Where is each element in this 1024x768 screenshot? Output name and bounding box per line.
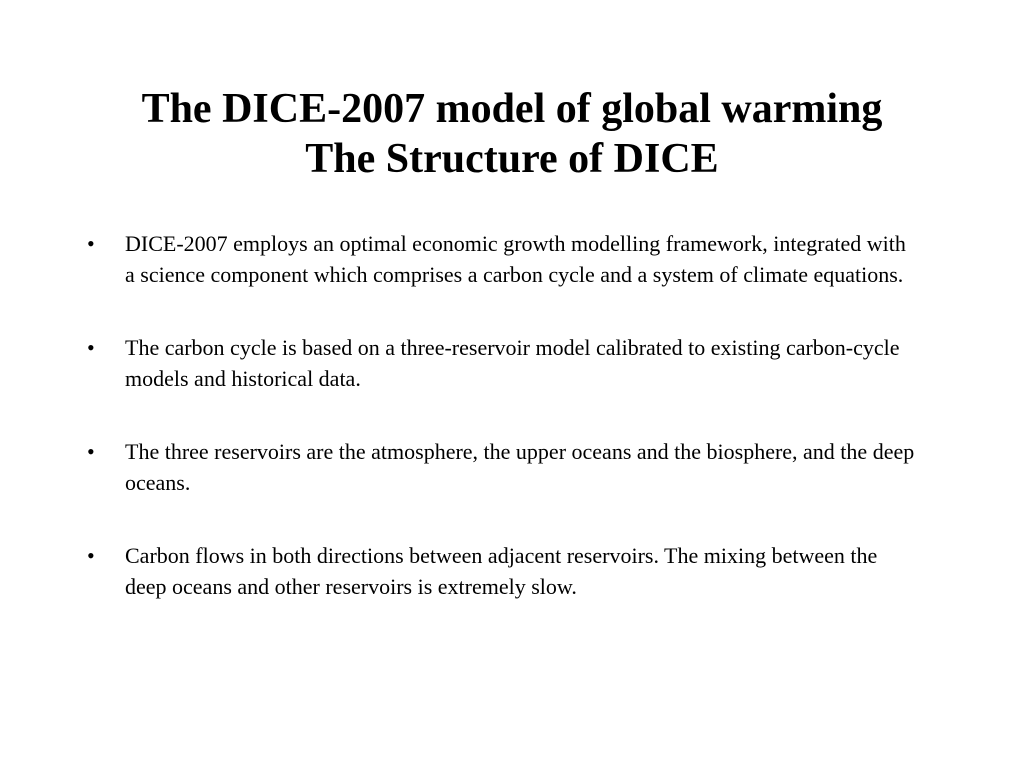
bullet-item-3 xyxy=(0,436,915,498)
bullet-item-4 xyxy=(0,540,915,602)
bullet-text-4: Carbon flows in both directions between adjacent reservoirs. The mixing between the deep oceans and other reservoirs is extremely slow. xyxy=(125,543,878,599)
bullet-text-1: DICE-2007 employs an optimal economic growth modelling framework, integrated with a science component which comprises a carbon cycle and a system of climate equations. xyxy=(125,231,906,287)
bullet-list xyxy=(0,228,1024,644)
bullet-marker: • xyxy=(87,543,95,568)
bullet-text-2: The carbon cycle is based on a three-reservoir model calibrated to existing carbon-cycle models and historical data. xyxy=(125,335,900,391)
bullet-text-3: The three reservoirs are the atmosphere, the upper oceans and the biosphere, and the deep oceans. xyxy=(125,439,915,495)
bullet-marker: • xyxy=(87,335,95,360)
title-line-1: The DICE-2007 model of global warming xyxy=(141,86,883,132)
title-line-2: The Structure of DICE xyxy=(305,136,719,182)
bullet-item-2 xyxy=(0,332,915,394)
slide-title xyxy=(0,84,1024,184)
bullet-item-1 xyxy=(0,228,915,290)
bullet-marker: • xyxy=(87,231,95,256)
bullet-marker: • xyxy=(87,439,95,464)
